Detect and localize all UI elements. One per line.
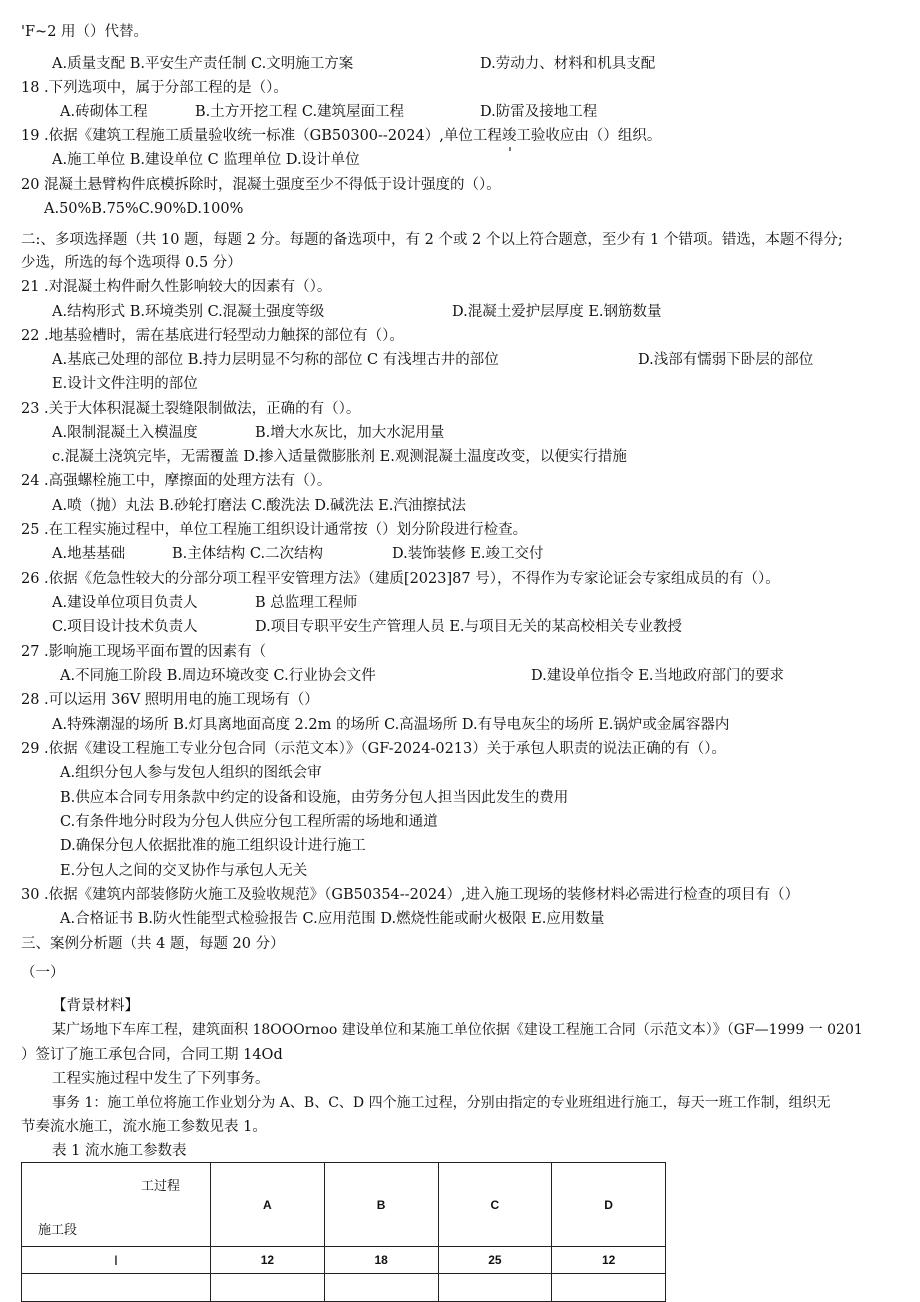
question-24: 24 .高强螺栓施工中，摩擦面的处理方法有（）。 [21,473,332,489]
flow-parameter-table [21,1162,666,1302]
table-row [22,1247,666,1274]
text-line: A.建设单位项目负责人 [52,595,198,611]
subheading: 【背景材料】 [52,998,139,1014]
text-line: ' [508,146,512,162]
text-line: A.地基基础 [52,546,126,562]
table-header-row [22,1163,666,1247]
text-line: C.有条件地分时段为分包人供应分包工程所需的场地和通道 [60,814,438,830]
text-line: E.分包人之间的交叉协作与承包人无关 [60,863,308,879]
column-header: C [438,1163,552,1247]
question-19: 19 .依据《建筑工程施工质量验收统一标准（GB50300--2024）,单位工程竣工验收应由（）组织。 [21,128,662,144]
question-29: 29 .依据《建设工程施工专业分包合同（示范文本）》（GF-2024-0213）关于承包人职责的说法正确的有（）。 [21,741,727,757]
corner-label-segment: 施工段 [38,1223,78,1238]
question-25: 25 .在工程实施过程中，单位工程施工组织设计通常按（）划分阶段进行检查。 [21,522,528,538]
text-line: D.浅部有懦弱下卧层的部位 [638,352,814,368]
question-23: 23 .关于大体积混凝土裂缝限制做法，正确的有（）。 [21,401,361,417]
section-heading: 二:、多项选择题（共 10 题，每题 2 分。每题的备选项中，有 2 个或 2 个以上符合题意，至少有 1 个错项。错选，本题不得分; [21,232,843,248]
text-line: A.特殊潮湿的场所 B.灯具离地面高度 2.2m 的场所 C.高温场所 D.有导电灰尘的场所 E.锅炉或金属容器内 [52,717,730,733]
text-line: A.喷（抛）丸法 B.砂轮打磨法 C.酸洗法 D.碱洗法 E.汽油擦拭法 [52,498,466,514]
text-line: E.设计文件注明的部位 [52,376,198,392]
table-cell: 12 [211,1247,325,1274]
text-line: D.装饰装修 E.竣工交付 [392,546,544,562]
text-line: D.项目专职平安生产管理人员 E.与项目无关的某高校相关专业教授 [255,619,683,635]
question-20: 20 混凝土悬臂构件底模拆除时，混凝土强度至少不得低于设计强度的（）。 [21,177,501,193]
text-line: ）签订了施工承包合同，合同工期 14Od [21,1047,283,1063]
column-header: A [211,1163,325,1247]
question-18: 18 .下列选项中，属于分部工程的是（）。 [21,80,288,96]
table-caption: 表 1 流水施工参数表 [52,1143,187,1159]
question-26: 26 .依据《危急性较大的分部分项工程平安管理方法》（建质[2023]87 号），不得作为专家论证会专家组成员的有（）。 [21,571,780,587]
table-corner-cell [22,1163,211,1247]
case-number: （一） [21,965,65,981]
text-line: C.项目设计技术负责人 [52,619,198,635]
text-line: A.结构形式 B.环境类别 C.混凝土强度等级 [52,304,325,320]
table-cell: 25 [438,1247,552,1274]
text-line: 某广场地下车库工程，建筑面积 18OOOrnoo 建设单位和某施工单位依据《建设工程施工合同（示范文本）》（GF—1999 一 0201 [52,1022,863,1038]
question-28: 28 .可以运用 36V 照明用电的施工现场有（） [21,692,319,708]
column-header: D [552,1163,666,1247]
text-line: 节奏流水施工，流水施工参数见表 1。 [21,1119,267,1135]
text-line: A.限制混凝土入模温度 [52,425,198,441]
text-line: A.50%B.75%C.90%D.100% [44,201,244,217]
question-21: 21 .对混凝土构件耐久性影响较大的因素有（）。 [21,279,332,295]
text-line: B 总监理工程师 [255,595,358,611]
text-line: A.砖砌体工程 [60,104,148,120]
text-line: D.确保分包人依据批准的施工组织设计进行施工 [60,838,366,854]
row-label: I [22,1247,211,1274]
text-line: D.防雷及接地工程 [480,104,598,120]
text-line: B.供应本合同专用条款中约定的设备和设施，由劳务分包人担当因此发生的费用 [60,790,569,806]
text-line: D.混凝土爱护层厚度 E.钢筋数量 [452,304,662,320]
text-line: D.劳动力、材料和机具支配 [480,56,656,72]
text-line: A.施工单位 B.建设单位 C 监理单位 D.设计单位 [52,152,360,168]
text-line: A.组织分包人参与发包人组织的图纸会审 [60,765,322,781]
text-line: 事务 1：施工单位将施工作业划分为 A、B、C、D 四个施工过程，分别由指定的专业班组进行施工，每天一班工作制，组织无 [52,1095,831,1111]
table-cell: 12 [552,1247,666,1274]
corner-label-process: 工过程 [140,1179,180,1194]
question-27: 27 .影响施工现场平面布置的因素有（ [21,644,267,660]
text-line: D.建设单位指令 E.当地政府部门的要求 [531,668,785,684]
table-row [22,1274,666,1302]
text-line: A.质量支配 B.平安生产责任制 C.文明施工方案 [52,56,354,72]
text-line: A.不同施工阶段 B.周边环境改变 C.行业协会文件 [60,668,376,684]
text-line: B.土方开挖工程 C.建筑屋面工程 [195,104,405,120]
column-header: B [324,1163,438,1247]
text-line: 少选，所选的每个选项得 0.5 分） [21,255,242,271]
text-line: B.增大水灰比，加大水泥用量 [255,425,445,441]
text-line: 工程实施过程中发生了下列事务。 [52,1071,270,1087]
text-line: c.混凝土浇筑完毕，无需覆盖 D.掺入适量微膨胀剂 E.观测混凝土温度改变，以便实行措施 [52,449,627,465]
text-line: A.合格证书 B.防火性能型式检验报告 C.应用范围 D.燃烧性能或耐火极限 E.应用数量 [60,911,605,927]
question-30: 30 .依据《建筑内部装修防火施工及验收规范》（GB50354--2024）,进入施工现场的装修材料必需进行检查的项目有（） [21,887,800,903]
text-line: 'F~2 用（）代替。 [21,24,149,40]
table-cell: 18 [324,1247,438,1274]
section-heading: 三、案例分析题（共 4 题，每题 20 分） [21,936,285,952]
question-22: 22 .地基验槽时，需在基底进行轻型动力触探的部位有（）。 [21,328,404,344]
text-line: A.基底己处理的部位 B.持力层明显不匀称的部位 C 有浅埋古井的部位 [52,352,499,368]
text-line: B.主体结构 C.二次结构 [172,546,324,562]
